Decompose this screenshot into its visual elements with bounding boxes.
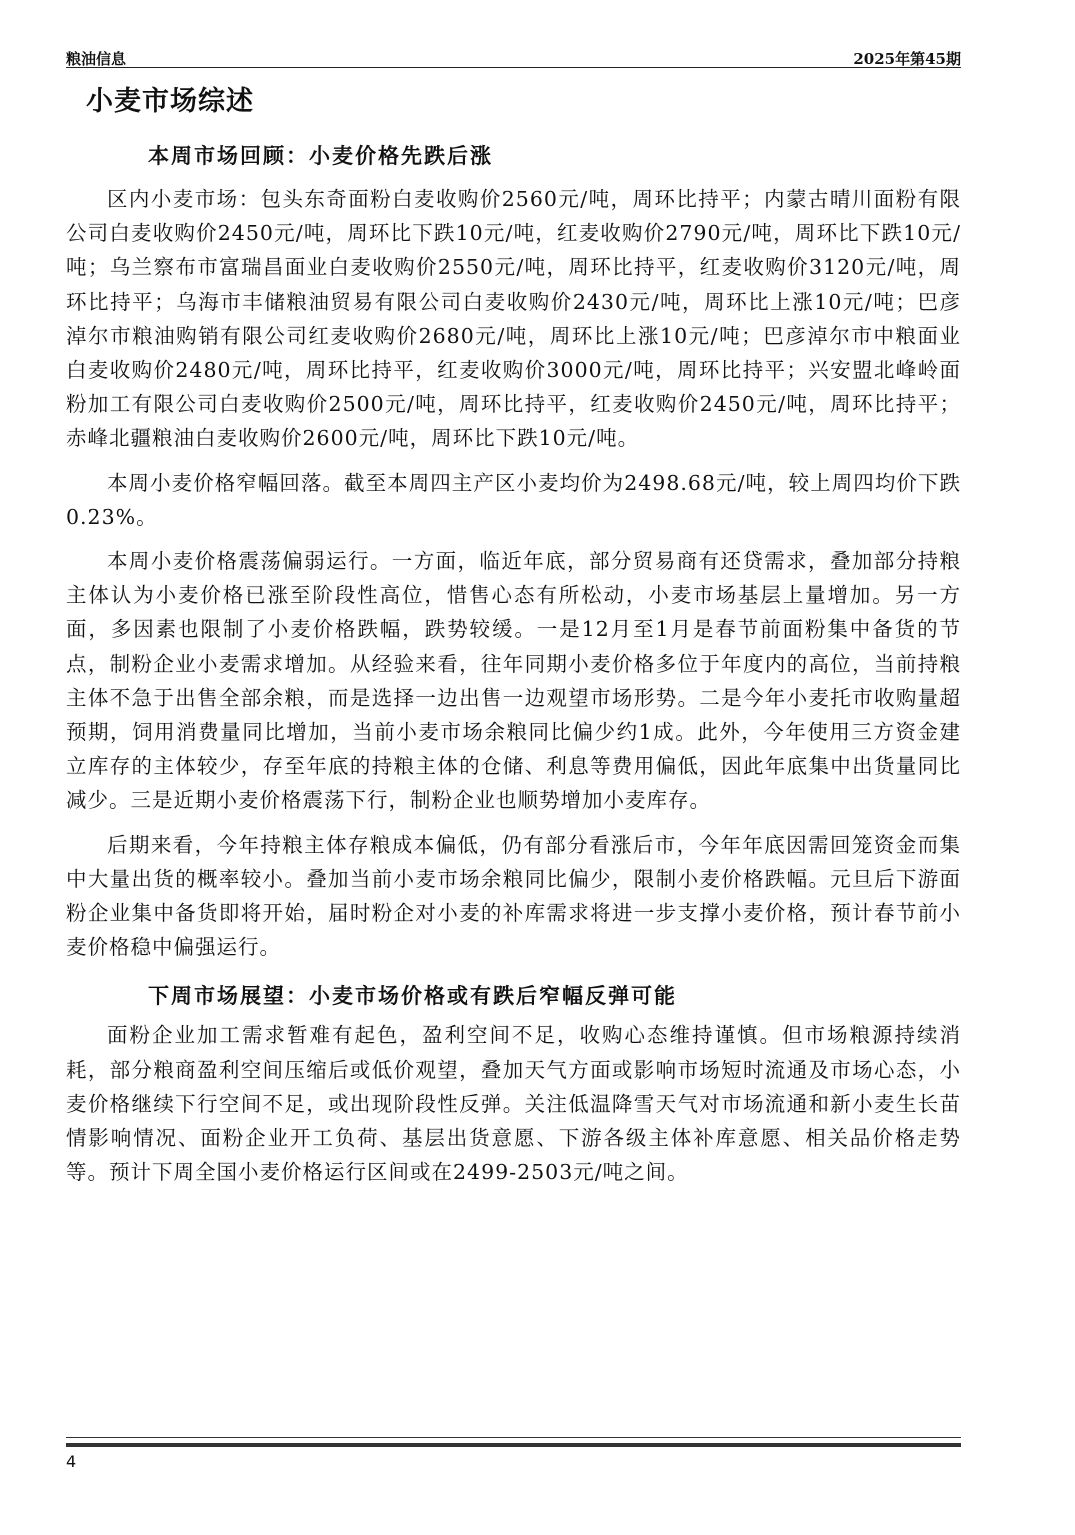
outlook-heading: 下周市场展望：小麦市场价格或有跌后窄幅反弹可能 xyxy=(148,983,677,1009)
review-paragraph-regional-prices: 区内小麦市场：包头东奇面粉白麦收购价2560元/吨，周环比持平；内蒙古晴川面粉有限公司白麦收购价2450元/吨，周环比下跌10元/吨，红麦收购价2790元/吨，周环比下跌10元/吨；乌兰察布市富瑞昌面业白麦收购价2550元/吨，周环比持平，红麦收购价3120元/吨，周环比持平；乌海市丰储粮油贸易有限公司白麦收购价2430元/吨，周环比上涨10元/吨；巴彦淖尔市粮油购销有限公司红麦收购价2680元/吨，周环比上涨10元/吨；巴彦淖尔市中粮面业白麦收购价2480元/吨，周环比持平，红麦收购价3000元/吨，周环比持平；兴安盟北峰岭面粉加工有限公司白麦收购价2500元/吨，周环比持平，红麦收购价2450元/吨，周环比持平；赤峰北疆粮油白麦收购价2600元/吨，周环比下跌10元/吨。 xyxy=(66,187,961,451)
review-paragraph-average-price: 本周小麦价格窄幅回落。截至本周四主产区小麦均价为2498.68元/吨，较上周四均价下跌0.23%。 xyxy=(66,470,961,529)
footer-rule-thick xyxy=(66,1443,961,1447)
footer-rule-thin xyxy=(66,1437,961,1438)
running-header xyxy=(66,44,961,68)
review-paragraph-analysis: 本周小麦价格震荡偏弱运行。一方面，临近年底，部分贸易商有还贷需求，叠加部分持粮主体认为小麦价格已涨至阶段性高位，惜售心态有所松动，小麦市场基层上量增加。另一方面，多因素也限制了小麦价格跌幅，跌势较缓。一是12月至1月是春节前面粉集中备货的节点，制粉企业小麦需求增加。从经验来看，往年同期小麦价格多位于年度内的高位，当前持粮主体不急于出售全部余粮，而是选择一边出售一边观望市场形势。二是今年小麦托市收购量超预期，饲用消费量同比增加，当前小麦市场余粮同比偏少约1成。此外，今年使用三方资金建立库存的主体较少，存至年底的持粮主体的仓储、利息等费用偏低，因此年底集中出货量同比减少。三是近期小麦价格震荡下行，制粉企业也顺势增加小麦库存。 xyxy=(66,549,961,813)
article-body xyxy=(66,80,961,1199)
section-title: 小麦市场综述 xyxy=(86,86,254,117)
page-number: 4 xyxy=(66,1452,77,1471)
review-paragraph-later-outlook: 后期来看，今年持粮主体存粮成本偏低，仍有部分看涨后市，今年年底因需回笼资金而集中大量出货的概率较小。叠加当前小麦市场余粮同比偏少，限制小麦价格跌幅。元旦后下游面粉企业集中备货即将开始，届时粉企对小麦的补库需求将进一步支撑小麦价格，预计春节前小麦价格稳中偏强运行。 xyxy=(66,832,961,960)
outlook-paragraph: 面粉企业加工需求暂难有起色，盈利空间不足，收购心态维持谨慎。但市场粮源持续消耗，部分粮商盈利空间压缩后或低价观望，叠加天气方面或影响市场短时流通及市场心态，小麦价格继续下行空间不足，或出现阶段性反弹。关注低温降雪天气对市场流通和新小麦生长苗情影响情况、面粉企业开工负荷、基层出货意愿、下游各级主体补库意愿、相关品价格走势等。预计下周全国小麦价格运行区间或在2499-2503元/吨之间。 xyxy=(66,1023,961,1185)
publication-name: 粮油信息 xyxy=(66,50,127,68)
header-rule xyxy=(66,67,961,68)
issue-number: 2025年第45期 xyxy=(853,50,961,68)
review-heading: 本周市场回顾：小麦价格先跌后涨 xyxy=(148,143,493,168)
